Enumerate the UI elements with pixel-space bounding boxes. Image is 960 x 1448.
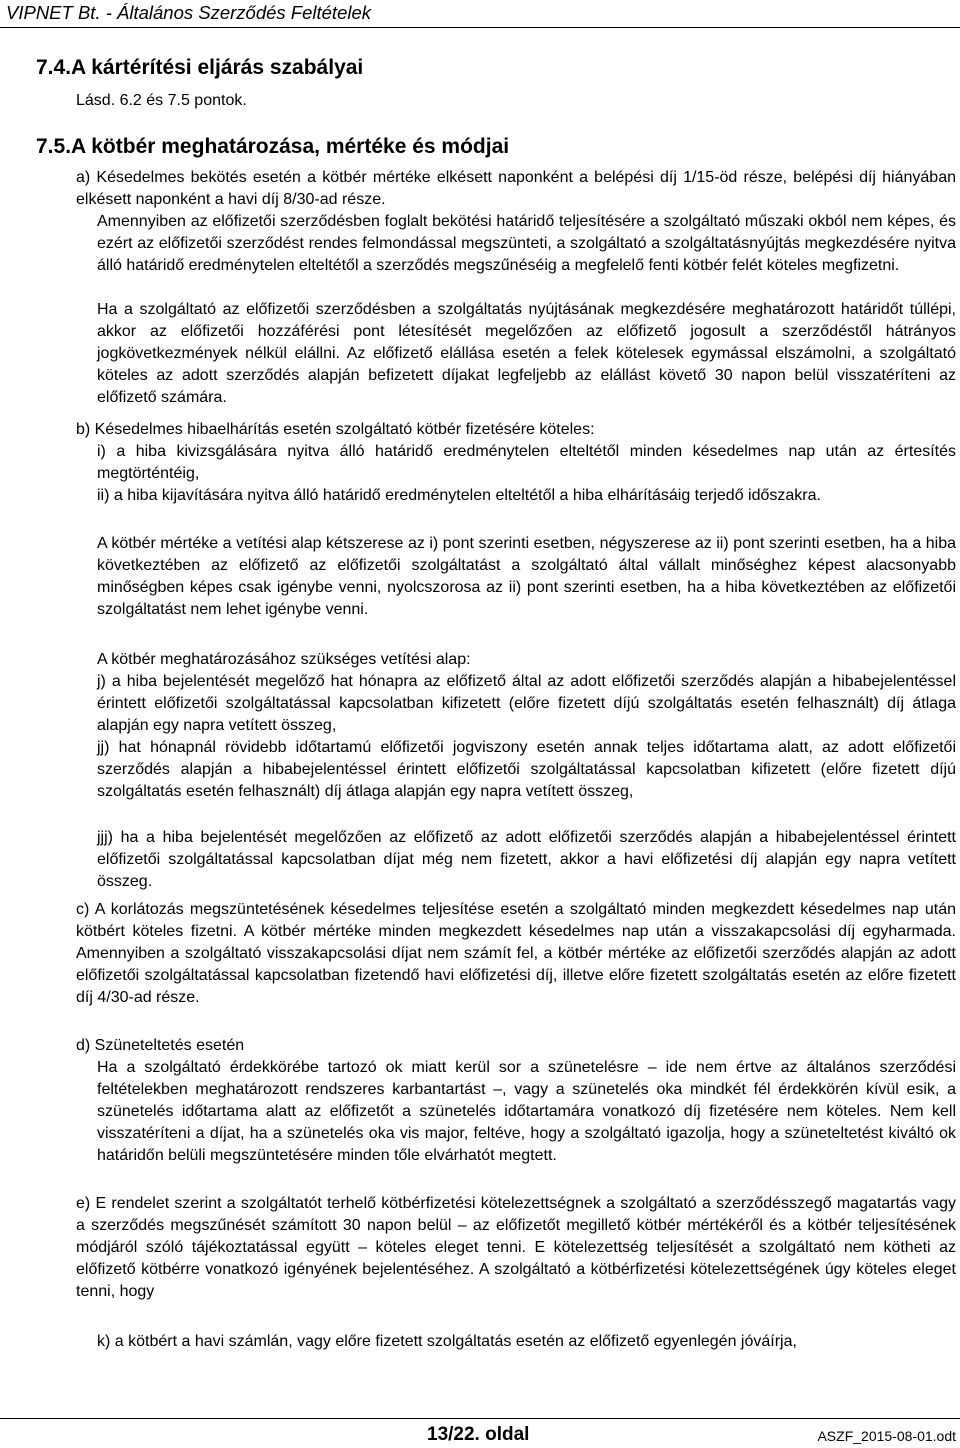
paragraph-b-item-i: i) a hiba kivizsgálására nyitva álló határidő eredménytelen elteltétől minden késedelmes nap után az értesítés megtörténtéig, bbox=[97, 443, 956, 482]
paragraph-e-obligation: e) E rendelet szerint a szolgáltatót terhelő kötbérfizetési kötelezettségnek a szolgáltató a szerződésszegő magatartás vagy a szerződés megszűnését számított 30 napon belül – az előfizetőt megillető kötbér mértékéről és a kötbér teljesítésének módjáról szóló tájékoztatással együtt – köteles eleget tenni. E kötelezettség teljesítését a szolgáltató nem kötheti az előfizető kötbérre vonatkozó igényének bejelentéséhez. A szolgáltató a kötbérfizetési kötelezettségének úgy köteles eleget tenni, hogy bbox=[76, 1195, 956, 1300]
paragraph-d-title: d) Szüneteltetés esetén bbox=[76, 1037, 245, 1054]
section-7-4-reference: Lásd. 6.2 és 7.5 pontok. bbox=[76, 92, 247, 109]
document-header-title: VIPNET Bt. - Általános Szerződés Feltételek bbox=[6, 2, 372, 23]
paragraph-a-technical-termination: Amennyiben az előfizetői szerződésben foglalt bekötési határidő teljesítésére a szolgáltató műszaki okból nem képes, és ezért az előfizetői szerződést rendes felmondással megszünteti, a szolgáltató a szolgáltatásnyújtás megkezdésére nyitva álló határidő eredménytelen elteltétől a szerződés megszűnéséig a megfelelő fenti kötbér felét köteles megfizetni. bbox=[97, 213, 956, 274]
paragraph-b-fault-repair: b) Késedelmes hibaelhárítás esetén szolgáltató kötbér fizetésére köteles: bbox=[76, 421, 595, 438]
paragraph-b-item-jjj: jjj) ha a hiba bejelentését megelőzően az előfizető az adott előfizetői szerződés alapján a hibabejelentéssel érintett előfizetői szolgáltatással kapcsolatban díjat még nem fizetett, akkor a havi előfizetési díj alapján egy napra vetített összeg. bbox=[97, 829, 956, 890]
paragraph-a-delayed-connection: a) Késedelmes bekötés esetén a kötbér mértéke elkésett naponként a belépési díj 1/15-öd része, belépési díj hiányában elkésett naponként a havi díj 8/30-ad része. bbox=[76, 169, 956, 208]
paragraph-b-base-title: A kötbér meghatározásához szükséges vetítési alap: bbox=[97, 651, 471, 668]
file-name: ASZF_2015-08-01.odt bbox=[817, 1428, 956, 1444]
paragraph-b-item-j: j) a hiba bejelentését megelőző hat hónapra az előfizető által az adott előfizetői szerződés alapján a hibabejelentéssel érintett előfizetői szolgáltatással kapcsolatban kifizetett (előre fizetett díjú szolgáltatás esetén felhasznált) díj átlaga alapján egy napra vetített összeg, bbox=[97, 673, 956, 734]
header-divider bbox=[0, 27, 960, 28]
section-heading-7-4: 7.4.A kártérítési eljárás szabályai bbox=[36, 56, 364, 79]
paragraph-b-item-ii: ii) a hiba kijavítására nyitva álló határidő eredménytelen elteltétől a hiba elhárításáig terjedő időszakra. bbox=[97, 487, 821, 504]
page-number: 13/22. oldal bbox=[427, 1424, 530, 1445]
footer-divider bbox=[0, 1418, 960, 1419]
section-heading-7-5: 7.5.A kötbér meghatározása, mértéke és módjai bbox=[36, 135, 510, 158]
paragraph-e-item-k: k) a kötbért a havi számlán, vagy előre fizetett szolgáltatás esetén az előfizető egyenlegén jóváírja, bbox=[97, 1333, 797, 1350]
paragraph-a-withdrawal: Ha a szolgáltató az előfizetői szerződésben a szolgáltatás nyújtásának megkezdésére meghatározott határidőt túllépi, akkor az előfizetői hozzáférési pont létesítését megelőzően az előfizető jogosult a szerződéstől hátrányos jogkövetkezmények nélkül elállni. Az előfizető elállása esetén a felek kötelesek egymással elszámolni, a szolgáltató köteles az adott szerződés alapján befizetett díjakat legfeljebb az elállást követő 30 napon belül visszatéríteni az előfizető számára. bbox=[97, 301, 956, 406]
paragraph-b-penalty-rate: A kötbér mértéke a vetítési alap kétszerese az i) pont szerinti esetben, négyszerese az ii) pont szerinti esetben, ha a hiba következtében az előfizető az előfizetői szolgáltatást a szolgáltató által vállalt minőséghez képest alacsonyabb minőségben képes csak igénybe venni, nyolcszorosa az ii) pont szerinti esetben, ha a hiba következtében az előfizetői szolgáltatást nem lehet igénybe venni. bbox=[97, 535, 956, 618]
paragraph-c-restriction: c) A korlátozás megszüntetésének késedelmes teljesítése esetén a szolgáltató minden megkezdett késedelmes nap után kötbért köteles fizetni. A kötbér mértéke minden megkezdett késedelmes nap után a visszakapcsolási díj egyharmada. Amennyiben a szolgáltató visszakapcsolási díjat nem számít fel, a kötbér mértéke az előfizetői szerződés alapján az adott előfizetői szolgáltatással kapcsolatban fizetendő havi előfizetési díj, illetve előre fizetett szolgáltatás esetén az előre fizetett díj 4/30-ad része. bbox=[76, 901, 956, 1006]
paragraph-d-suspension: Ha a szolgáltató érdekkörébe tartozó ok miatt kerül sor a szünetelésre – ide nem értve az általános szerződési feltételekben meghatározott rendszeres karbantartást –, vagy a szünetelés oka mindkét fél érdekkörén kívül esik, a szünetelés időtartama alatt az előfizetőt a szünetelés időtartamára vonatkozó díj fizetésére nem köteles. Nem kell visszatéríteni a díjat, ha a szünetelés oka vis major, feltéve, hogy a szolgáltató igazolja, hogy a szüneteltetést kiváltó ok határidőn belüli megszüntetésére minden tőle elvárhatót megtett. bbox=[97, 1059, 956, 1164]
paragraph-b-item-jj: jj) hat hónapnál rövidebb időtartamú előfizetői jogviszony esetén annak teljes időtartama alatt, az adott előfizetői szerződés alapján a hibabejelentéssel érintett előfizetői szolgáltatással kapcsolatban kifizetett (előre fizetett díjú szolgáltatás esetén felhasznált) díj átlaga alapján egy napra vetített összeg, bbox=[97, 739, 956, 800]
